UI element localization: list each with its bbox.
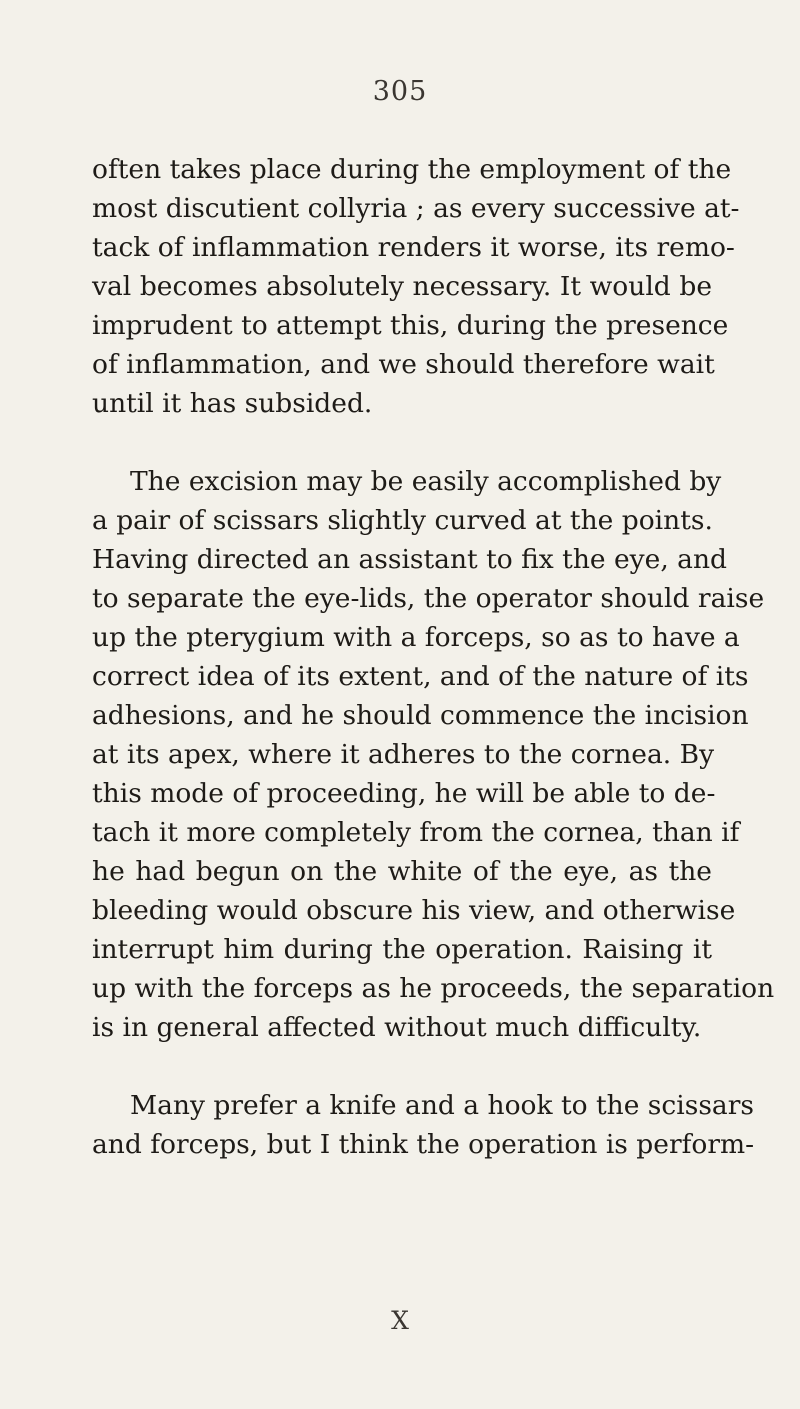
text-line: most discutient collyria ; as every successive at- bbox=[92, 193, 740, 224]
text-line: adhesions, and he should commence the incision bbox=[92, 700, 749, 731]
text-line: this mode of proceeding, he will be able to de- bbox=[92, 778, 716, 809]
text-line: interrupt him during the operation. Raising it bbox=[92, 934, 712, 965]
text-line: a pair of scissars slightly curved at the points. bbox=[92, 505, 713, 536]
page-number: 305 bbox=[372, 76, 428, 107]
text-line: val becomes absolutely necessary. It would be bbox=[92, 271, 712, 302]
text-line: until it has subsided. bbox=[92, 388, 373, 419]
paragraph-1 bbox=[92, 150, 740, 423]
text-line: up the pterygium with a forceps, so as to have a bbox=[92, 622, 740, 653]
text-line: at its apex, where it adheres to the cornea. By bbox=[92, 739, 715, 770]
text-line: to separate the eye-lids, the operator should raise bbox=[92, 583, 765, 614]
signature-mark: X bbox=[391, 1306, 409, 1335]
text-line: imprudent to attempt this, during the presence bbox=[92, 310, 729, 341]
text-line: he had begun on the white of the eye, as the bbox=[92, 856, 712, 887]
text-line: Many prefer a knife and a hook to the scissars bbox=[130, 1090, 754, 1121]
paragraph-3 bbox=[92, 1086, 755, 1164]
paragraph-2 bbox=[92, 462, 775, 1047]
text-line: and forceps, but I think the operation is perform- bbox=[92, 1129, 755, 1160]
text-line: bleeding would obscure his view, and otherwise bbox=[92, 895, 736, 926]
text-line: up with the forceps as he proceeds, the separation bbox=[92, 973, 775, 1004]
text-line: is in general affected without much difficulty. bbox=[92, 1012, 702, 1043]
text-line: tack of inflammation renders it worse, its remo- bbox=[92, 232, 735, 263]
text-line: often takes place during the employment of the bbox=[92, 154, 732, 185]
text-line: The excision may be easily accomplished by bbox=[130, 466, 722, 497]
text-line: correct idea of its extent, and of the nature of its bbox=[92, 661, 749, 692]
text-line: of inflammation, and we should therefore wait bbox=[92, 349, 715, 380]
text-line: tach it more completely from the cornea, than if bbox=[92, 817, 740, 848]
body-text bbox=[92, 150, 775, 1203]
text-line: Having directed an assistant to fix the eye, and bbox=[92, 544, 728, 575]
